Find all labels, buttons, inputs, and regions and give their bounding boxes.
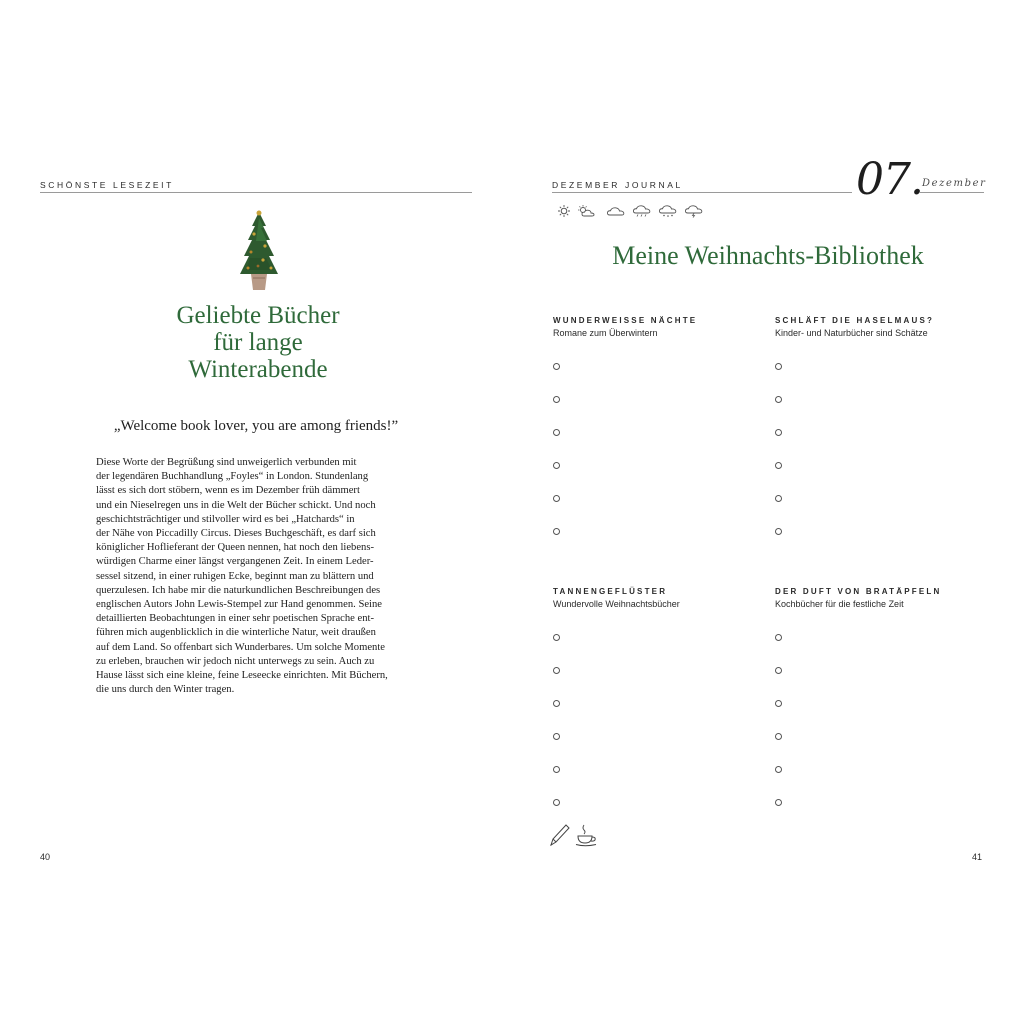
entry-bullet[interactable] xyxy=(775,733,782,740)
entry-bullet[interactable] xyxy=(775,528,782,535)
right-page xyxy=(512,0,1024,1024)
entry-bullet[interactable] xyxy=(553,766,560,773)
entry-bullet[interactable] xyxy=(775,429,782,436)
christmas-tree-icon xyxy=(236,208,282,294)
body-line: die uns durch den Winter tragen. xyxy=(96,684,235,696)
section-duft-von-bratapfeln xyxy=(775,587,985,609)
tea-cup-icon xyxy=(574,822,600,848)
body-line: würdigen Charme einer längst vergangenen Zeit. In einem Leder- xyxy=(96,556,374,568)
entry-bullet[interactable] xyxy=(775,634,782,641)
section-title: TANNENGEFLÜSTER xyxy=(553,587,668,596)
section-subtitle: Wundervolle Weihnachtsbücher xyxy=(553,599,680,609)
title-line: Winterabende xyxy=(188,356,328,383)
entry-bullet[interactable] xyxy=(775,363,782,370)
entry-bullet[interactable] xyxy=(553,495,560,502)
snow-cloud-icon xyxy=(658,204,678,218)
header-rule-right-end xyxy=(920,192,984,193)
body-line: geschichtsträchtiger und stilvoller wird es bei „Hatchards“ in xyxy=(96,513,355,525)
entry-bullet[interactable] xyxy=(553,700,560,707)
section-schlaeft-die-haselmaus xyxy=(775,316,985,338)
entry-bullet[interactable] xyxy=(553,528,560,535)
sun-cloud-icon xyxy=(576,204,598,218)
page-number-left: 40 xyxy=(40,852,51,862)
body-line: der legendären Buchhandlung „Foyles“ in London. Stundenlang xyxy=(96,471,369,483)
section-title: DER DUFT VON BRATÄPFELN xyxy=(775,587,942,596)
body-line: und ein Nieselregen uns in die Welt der Bücher schickt. Und noch xyxy=(96,499,376,511)
entry-bullet[interactable] xyxy=(775,667,782,674)
day-number: 07. xyxy=(856,154,923,205)
cloud-icon xyxy=(606,204,626,218)
title-line: für lange xyxy=(213,329,303,356)
entry-bullet[interactable] xyxy=(775,799,782,806)
storm-cloud-icon xyxy=(684,204,704,218)
body-text xyxy=(96,456,418,697)
body-line: Diese Worte der Begrüßung sind unweigerlich verbunden mit xyxy=(96,457,357,468)
body-line: führen mich augenblicklich in die winterliche Natur, weit draußen xyxy=(96,627,376,639)
entry-bullet[interactable] xyxy=(553,733,560,740)
running-head-right: DEZEMBER JOURNAL xyxy=(552,180,683,190)
entry-bullet[interactable] xyxy=(553,363,560,370)
entry-bullet[interactable] xyxy=(775,766,782,773)
section-title: WUNDERWEISSE NÄCHTE xyxy=(553,316,698,325)
page-number-right: 41 xyxy=(972,852,983,862)
entry-bullet[interactable] xyxy=(553,429,560,436)
body-line: englischen Autors John Lewis-Stempel zur Hand genommen. Seine xyxy=(96,599,382,611)
entry-bullet[interactable] xyxy=(553,396,560,403)
entry-bullet[interactable] xyxy=(553,462,560,469)
pen-icon xyxy=(548,822,572,848)
section-subtitle: Kinder- und Naturbücher sind Schätze xyxy=(775,328,928,338)
section-subtitle: Romane zum Überwintern xyxy=(553,328,658,338)
entry-bullet[interactable] xyxy=(775,396,782,403)
rain-cloud-icon xyxy=(632,204,652,218)
body-line: zu erleben, brauchen wir jedoch nicht unterwegs zu sein. Auch zu xyxy=(96,655,375,667)
header-rule-left xyxy=(40,192,472,193)
body-line: königlicher Hoflieferant der Queen nennen, hat noch den liebens- xyxy=(96,542,374,554)
entry-bullet[interactable] xyxy=(775,495,782,502)
body-line: auf dem Land. So offenbart sich Wunderbares. Um solche Momente xyxy=(96,641,385,653)
sun-icon xyxy=(556,204,572,218)
section-tannengefluester xyxy=(553,587,763,609)
body-line: Hause lässt sich eine kleine, feine Leseecke einrichten. Mit Büchern, xyxy=(96,670,388,682)
body-line: der Nähe von Piccadilly Circus. Dieses Buchgeschäft, es darf sich xyxy=(96,528,376,540)
entry-bullet[interactable] xyxy=(553,799,560,806)
month-label: Dezember xyxy=(922,178,987,189)
entry-bullet[interactable] xyxy=(775,462,782,469)
body-line: querzulesen. Ich habe mir die naturkundlichen Beschreibungen des xyxy=(96,584,381,596)
entry-bullet[interactable] xyxy=(775,700,782,707)
body-line: detaillierten Beobachtungen in einer sehr poetischen Sprache ent- xyxy=(96,613,374,625)
entry-bullet[interactable] xyxy=(553,667,560,674)
left-page-title xyxy=(130,302,386,383)
section-wunderweisse-naechte xyxy=(553,316,763,338)
body-line: lässt es sich dort stöbern, wenn es im Dezember früh dämmert xyxy=(96,485,360,497)
body-line: sessel sitzend, in einer ruhigen Ecke, beginnt man zu blättern und xyxy=(96,570,374,582)
section-title: SCHLÄFT DIE HASELMAUS? xyxy=(775,316,935,325)
running-head-left: SCHÖNSTE LESEZEIT xyxy=(40,180,174,190)
section-subtitle: Kochbücher für die festliche Zeit xyxy=(775,599,904,609)
right-page-title: Meine Weihnachts-Bibliothek xyxy=(612,241,924,270)
title-line: Geliebte Bücher xyxy=(176,302,340,329)
header-rule-right xyxy=(552,192,852,193)
entry-bullet[interactable] xyxy=(553,634,560,641)
quote: „Welcome book lover, you are among friends!” xyxy=(113,418,399,434)
